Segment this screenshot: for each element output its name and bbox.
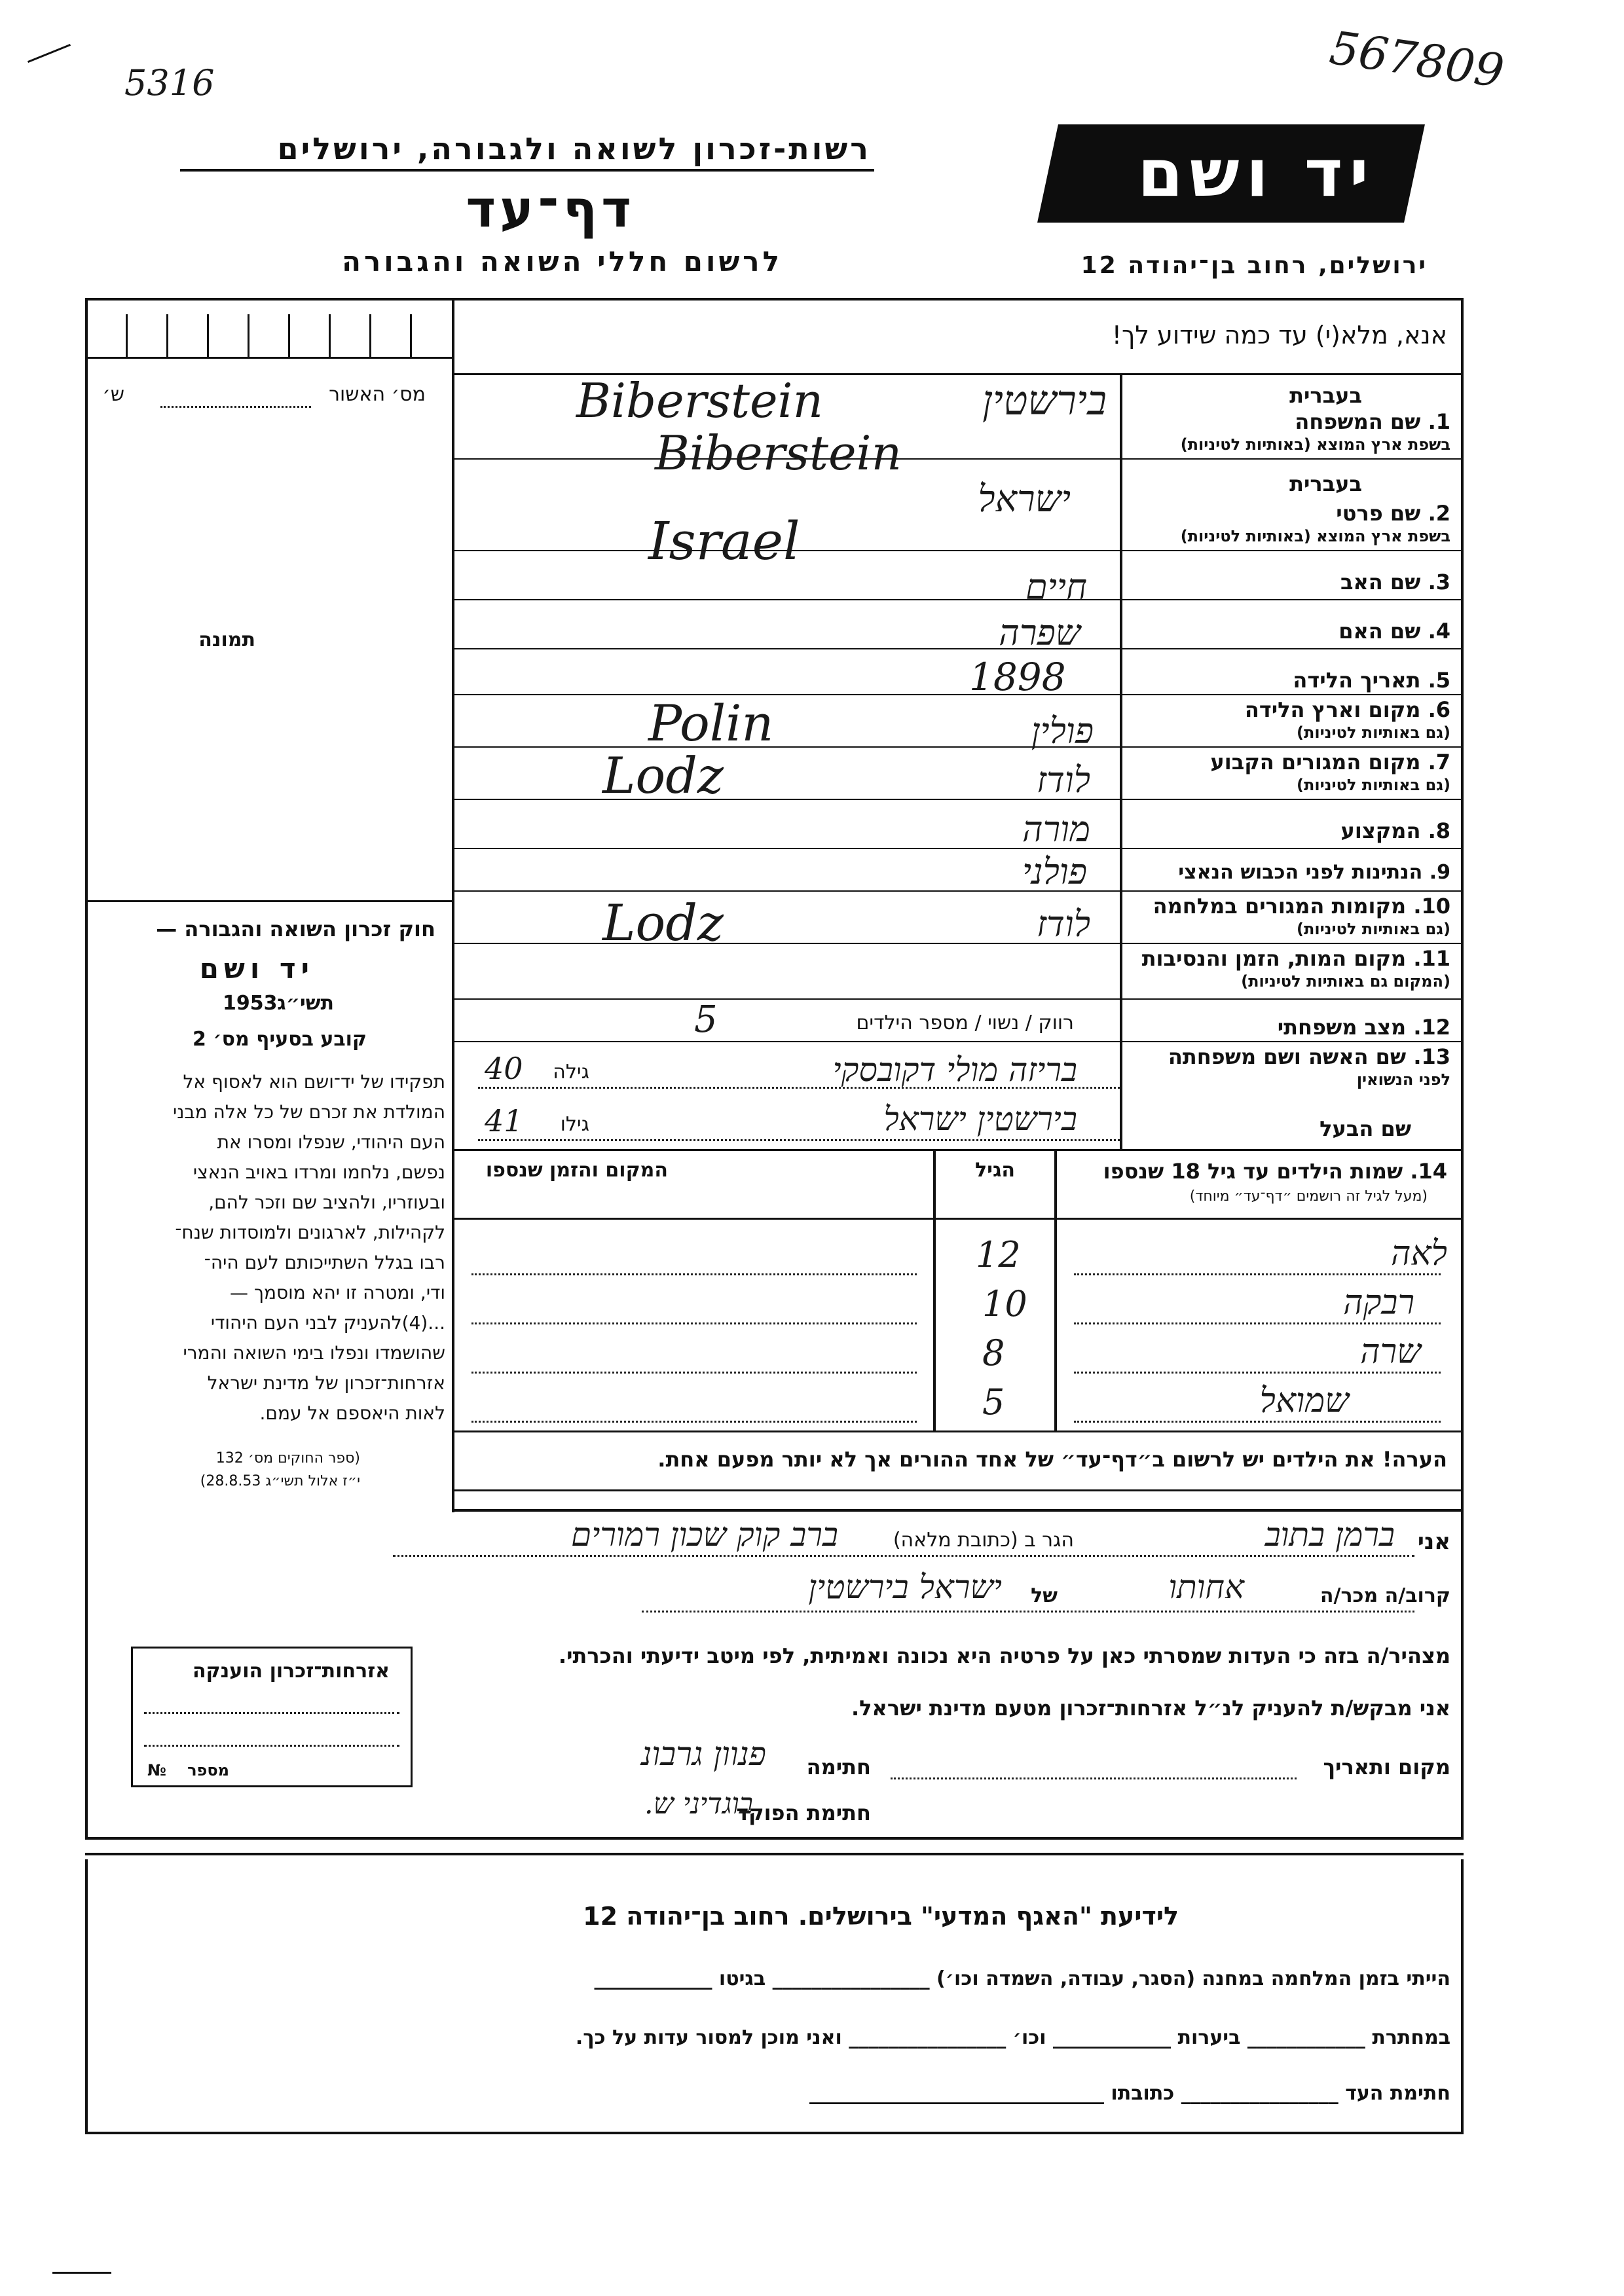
field-2-label: [1336, 501, 1450, 526]
table-row-dots: [1074, 1273, 1441, 1275]
husband-name: בירשטין ישראל: [883, 1100, 1077, 1138]
row-line: [452, 694, 1464, 695]
table-row-dots: [1074, 1372, 1441, 1374]
field-3-label: [1340, 570, 1450, 594]
children-count: 5: [694, 998, 718, 1041]
citizenship-number-label: מספר: [187, 1761, 229, 1779]
form-title: דף־עד: [466, 180, 635, 239]
approval-number-suffix: ש׳: [102, 383, 124, 406]
place-date-dots: [891, 1777, 1297, 1779]
law-year-hebrew: תשי״ג: [277, 992, 334, 1015]
field-2-num: 2.: [1428, 501, 1450, 526]
field-8-text: המקצוע: [1340, 818, 1421, 843]
approval-box-tick: [329, 314, 331, 357]
law-year: 1953: [223, 992, 278, 1015]
child-3-name: שרה: [1360, 1332, 1421, 1372]
child-1-name: לאה: [1391, 1234, 1447, 1273]
approval-box-tick: [410, 314, 412, 357]
footer-line-3: חתימת העד ________________ כתובתו ______________________________: [809, 2082, 1450, 2105]
field-9-num: 9.: [1429, 861, 1450, 884]
residence-latin: Lodz: [602, 746, 724, 805]
husband-dots: [478, 1139, 1120, 1141]
children-sub: (מעל לגיל זה רושמים ״דף־עד״ מיוחד): [1189, 1188, 1428, 1205]
surname-hebrew: בירשטין: [982, 376, 1107, 424]
citizenship-dots-1: [144, 1712, 399, 1714]
wartime-residence-latin: Lodz: [602, 894, 724, 952]
approval-number-dots: [160, 406, 311, 408]
husband-label: שם הבעל: [1320, 1116, 1411, 1141]
wartime-residence-hebrew: לודז: [1036, 903, 1090, 945]
declaration-i: אני: [1417, 1529, 1450, 1555]
row-line: [452, 998, 1464, 1000]
field-11-text: מקום המות, הזמן והנסיבות: [1141, 946, 1407, 971]
field-9-label: [1178, 861, 1450, 884]
approval-number-label: מס׳ האשור: [329, 383, 426, 406]
table-row-dots: [1074, 1421, 1441, 1423]
birthplace-hebrew: פולין: [1031, 710, 1094, 752]
law-reference-2: י״ז אלול תשי״ג 28.8.53): [200, 1473, 360, 1489]
field-13-sub: לפני הנשואין: [1356, 1070, 1450, 1089]
field-7-label: [1210, 750, 1450, 774]
field-9-text: הנתינות לפני הכבוש הנאצי: [1178, 861, 1423, 884]
table-row-dots: [471, 1322, 917, 1324]
table-row-dots: [471, 1273, 917, 1275]
left-column-divider-lower: [452, 1149, 454, 1512]
law-line: אזרחות־זכרון של מדינת ישראל: [207, 1372, 445, 1394]
law-line: לאות היאספם אל עמם.: [259, 1402, 445, 1424]
children-age-header: הגיל: [975, 1159, 1015, 1182]
row-line: [452, 1041, 1464, 1042]
field-2-text: שם פרטי: [1336, 501, 1421, 526]
child-3-age: 8: [982, 1332, 1005, 1374]
form-subtitle: לרשום חללי השואה והגבורה: [342, 246, 783, 278]
field-4-label: [1338, 619, 1450, 644]
relative-of-value: ישראל בירשטין: [808, 1568, 1002, 1606]
field-7-num: 7.: [1428, 750, 1450, 774]
approval-box-tick: [126, 314, 128, 357]
field-11-label: [1142, 946, 1450, 971]
declaration-request: אני מבקש/ת להעניק לנ״ל אזרחות־זכרון מטעם מדינת ישראל.: [851, 1696, 1450, 1721]
law-line: תפקידו של יד־ושם הוא לאסוף אל: [183, 1071, 445, 1093]
approval-box-tick: [166, 314, 168, 357]
approval-box-tick: [207, 314, 209, 357]
child-1-age: 12: [976, 1234, 1021, 1275]
declaration-statement: מצהיר/ה בזה כי העדות שמסרתי כאן על פרטיה היא נכונה ואמיתית, לפי מיטב ידיעתי והכרתי.: [558, 1643, 1450, 1668]
footer-line-2: במחתרת ____________ ביערות ____________ וכו׳ ________________ ואני מוכן למסור עדות על כך.: [575, 2026, 1450, 2049]
footer-title: לידיעת "האגף המדעי" בירושלים. רחוב בן־יהודה 12: [583, 1902, 1179, 1931]
field-12-text: מצב משפחתי: [1277, 1015, 1407, 1040]
children-note: הערה! את הילדים יש לרשום ב״דף־עד״ של אחד ההורים אך לא יותר מפעם אחת.: [657, 1447, 1447, 1472]
signature-label: חתימה: [806, 1755, 871, 1779]
authority-underline: [180, 169, 874, 172]
field-10-sub: (גם באותיות לטיניות): [1297, 920, 1450, 938]
field-11-num: 11.: [1413, 946, 1450, 971]
archive-number-topleft: 5316: [124, 62, 215, 103]
officer-signature-value: בוגדיני ש.: [644, 1787, 753, 1821]
children-age-divider: [933, 1149, 936, 1430]
field-7-sub: (גם באותיות לטיניות): [1297, 776, 1450, 794]
note-bottom-line: [452, 1489, 1464, 1491]
field-10-label: [1153, 894, 1450, 919]
row-line: [452, 1149, 1464, 1151]
of-label: של: [1031, 1584, 1058, 1607]
law-title: חוק זכרון השואה והגבורה —: [156, 917, 435, 941]
in-hebrew-label-2: בעברית: [1289, 471, 1362, 496]
law-line: העם היהודי, שנפלו ומסרו את: [217, 1131, 445, 1153]
field-11-sub: (המקום גם באותיות לטיניות): [1241, 972, 1450, 991]
residing-label: הגר ב (כתובת מלאה): [893, 1529, 1074, 1552]
law-line: ...(4)להעניק לבני העם היהודי: [210, 1312, 445, 1334]
law-text-block: [173, 1067, 445, 1429]
intro-text: אנא, מלא(י) עד כמה שידוע לך!: [1111, 321, 1447, 350]
mother-name: שפרה: [999, 612, 1080, 653]
scan-stroke: [28, 44, 71, 63]
yad-vashem-logo: [1037, 124, 1425, 223]
surname-latin-repeat: Biberstein: [655, 426, 902, 481]
declaration-top-line: [452, 1509, 1464, 1512]
place-date-label: מקום ותאריך: [1323, 1755, 1450, 1779]
child-2-age: 10: [982, 1283, 1027, 1324]
children-name-divider: [1054, 1149, 1057, 1430]
field-6-sub: (גם באותיות לטיניות): [1297, 723, 1450, 742]
signature-value: פנוון גרבונ: [641, 1735, 766, 1773]
field-8-label: [1341, 818, 1450, 843]
row-line: [452, 848, 1464, 849]
wife-age: 40: [485, 1051, 523, 1086]
header-address: ירושלים, רחוב בן־יהודה 12: [1080, 252, 1428, 279]
field-5-text: תאריך הלידה: [1293, 668, 1421, 693]
law-line: נפשם, נלחמו ומרדו באויב הנאצי: [193, 1161, 445, 1183]
child-4-age: 5: [982, 1381, 1005, 1423]
law-line: רבו בגלל השתייכותם לעם היה־: [204, 1252, 445, 1273]
family-status-options: רווק / נשוי / מספר הילדים: [856, 1011, 1074, 1034]
field-10-num: 10.: [1413, 894, 1450, 919]
field-1-num: 1.: [1428, 409, 1450, 434]
wife-dots: [478, 1087, 1120, 1089]
field-1-label: [1295, 409, 1450, 434]
law-line: ובעוזריו, ולהציב שם וזכר להם,: [208, 1192, 445, 1213]
approval-boxes-baseline: [85, 357, 452, 359]
declaration-line2-dots: [642, 1611, 1414, 1613]
nationality: פולני: [1022, 851, 1087, 892]
field-6-label: [1245, 697, 1450, 722]
scan-stroke: [52, 2272, 111, 2274]
row-line: [452, 648, 1464, 649]
relative-label: קרוב/ה מכר/ה: [1320, 1584, 1450, 1607]
firstname-hebrew: ישראל: [978, 478, 1071, 520]
citizenship-dots-2: [144, 1745, 399, 1747]
field-1-text: שם המשפחה: [1295, 409, 1421, 434]
field-13-label: [1168, 1044, 1450, 1069]
citizenship-no-label: №: [147, 1761, 166, 1779]
law-line: ודי, ומטרה זו יהא מוסמך —: [230, 1282, 445, 1303]
law-clause: קובע בסעיף מס׳ 2: [192, 1028, 367, 1051]
field-5-label: [1293, 668, 1450, 693]
footer-top-line: [85, 1853, 1464, 1855]
field-4-num: 4.: [1428, 619, 1450, 644]
declaration-line1-dots: [393, 1555, 1414, 1557]
residence-hebrew: לודז: [1036, 759, 1090, 801]
field-13-text: שם האשה ושם משפחתה: [1168, 1044, 1407, 1069]
husband-age-label: גילו: [560, 1113, 589, 1136]
field-10-text: מקומות המגורים במלחמה: [1153, 894, 1407, 919]
row-line: [1120, 458, 1464, 460]
law-line: לקהילות, לארגונים ולמוסדות שנח־: [175, 1222, 445, 1243]
declarant-address: ברב קוק שכון רמורים: [571, 1516, 838, 1554]
field-8-num: 8.: [1428, 818, 1450, 843]
table-row-dots: [471, 1421, 917, 1423]
wife-age-label: גילה: [553, 1061, 589, 1084]
authority-line: רשות-זכרון לשואה ולגבורה, ירושלים: [277, 131, 871, 166]
surname-latin: Biberstein: [576, 373, 823, 428]
firstname-latin: Israel: [648, 511, 800, 572]
wife-name: בריזה מולי דקובסקי: [832, 1051, 1077, 1089]
photo-label: תמונה: [198, 629, 255, 651]
note-top-line: [452, 1430, 1464, 1432]
field-3-num: 3.: [1428, 570, 1450, 594]
row-line: [452, 550, 1464, 551]
row-line: [452, 599, 1464, 600]
field-1-sub: בשפת ארץ המוצא (באותיות לטיניות): [1180, 435, 1450, 454]
footer-right-border: [1461, 1859, 1464, 2134]
birth-date: 1898: [969, 655, 1066, 699]
field-12-label: [1278, 1015, 1450, 1040]
logo-text: יד ושם: [1137, 135, 1375, 211]
law-reference-1: (ספר החוקים מס׳ 132: [215, 1450, 360, 1467]
in-hebrew-label-1: בעברית: [1289, 383, 1362, 408]
husband-age: 41: [485, 1103, 523, 1139]
citizenship-title: אזרחות־זכרון הוענקה: [192, 1660, 390, 1683]
approval-box-tick: [369, 314, 371, 357]
footer-left-border: [85, 1859, 88, 2134]
table-row-dots: [471, 1372, 917, 1374]
approval-box-tick: [288, 314, 290, 357]
children-header-line: [452, 1218, 1464, 1220]
left-column-divider: [452, 298, 454, 1149]
relation-value: אחותו: [1168, 1568, 1244, 1606]
law-line: המולדת את זכרם של כל אלה מבני: [172, 1101, 445, 1123]
father-name: חיים: [1025, 566, 1087, 608]
approval-box-tick: [248, 314, 249, 357]
child-4-name: שמואל: [1259, 1381, 1349, 1421]
field-3-text: שם האב: [1340, 570, 1421, 594]
profession: מורה: [1022, 809, 1090, 850]
child-2-name: רבקה: [1343, 1283, 1414, 1322]
children-label: 14. שמות הילדים עד גיל 18 שנספו: [1103, 1159, 1447, 1184]
field-6-text: מקום וארץ הלידה: [1244, 697, 1421, 722]
law-yad-vashem: יד ושם: [199, 953, 314, 985]
footer-bottom-line: [85, 2132, 1464, 2134]
table-row-dots: [1074, 1322, 1441, 1324]
field-6-num: 6.: [1428, 697, 1450, 722]
field-12-num: 12.: [1413, 1015, 1450, 1040]
archive-number-topright: 567809: [1326, 20, 1507, 99]
field-7-text: מקום המגורים הקבוע: [1210, 750, 1421, 774]
law-line: שהושמדו ונפלו בימי השואה והמרי: [183, 1342, 445, 1364]
officer-signature-label: חתימת הפוקד: [736, 1800, 871, 1825]
field-2-sub: בשפת ארץ המוצא (באותיות לטיניות): [1180, 527, 1450, 545]
label-column-divider: [1120, 373, 1122, 1149]
birthplace-latin: Polin: [648, 694, 774, 752]
children-place-header: המקום והזמן שנספו: [485, 1159, 668, 1182]
photo-area-divider: [85, 900, 452, 902]
declarant-name: ברמן בתוב: [1264, 1516, 1395, 1554]
field-4-text: שם האם: [1338, 619, 1421, 644]
row-line: [452, 890, 1464, 892]
field-13-num: 13.: [1413, 1044, 1450, 1069]
footer-line-1: הייתי בזמן המלחמה במחנה (הסגר, עבודה, השמדה וכו׳) ________________ בגיטו ____________: [594, 1967, 1450, 1990]
field-5-num: 5.: [1428, 668, 1450, 693]
